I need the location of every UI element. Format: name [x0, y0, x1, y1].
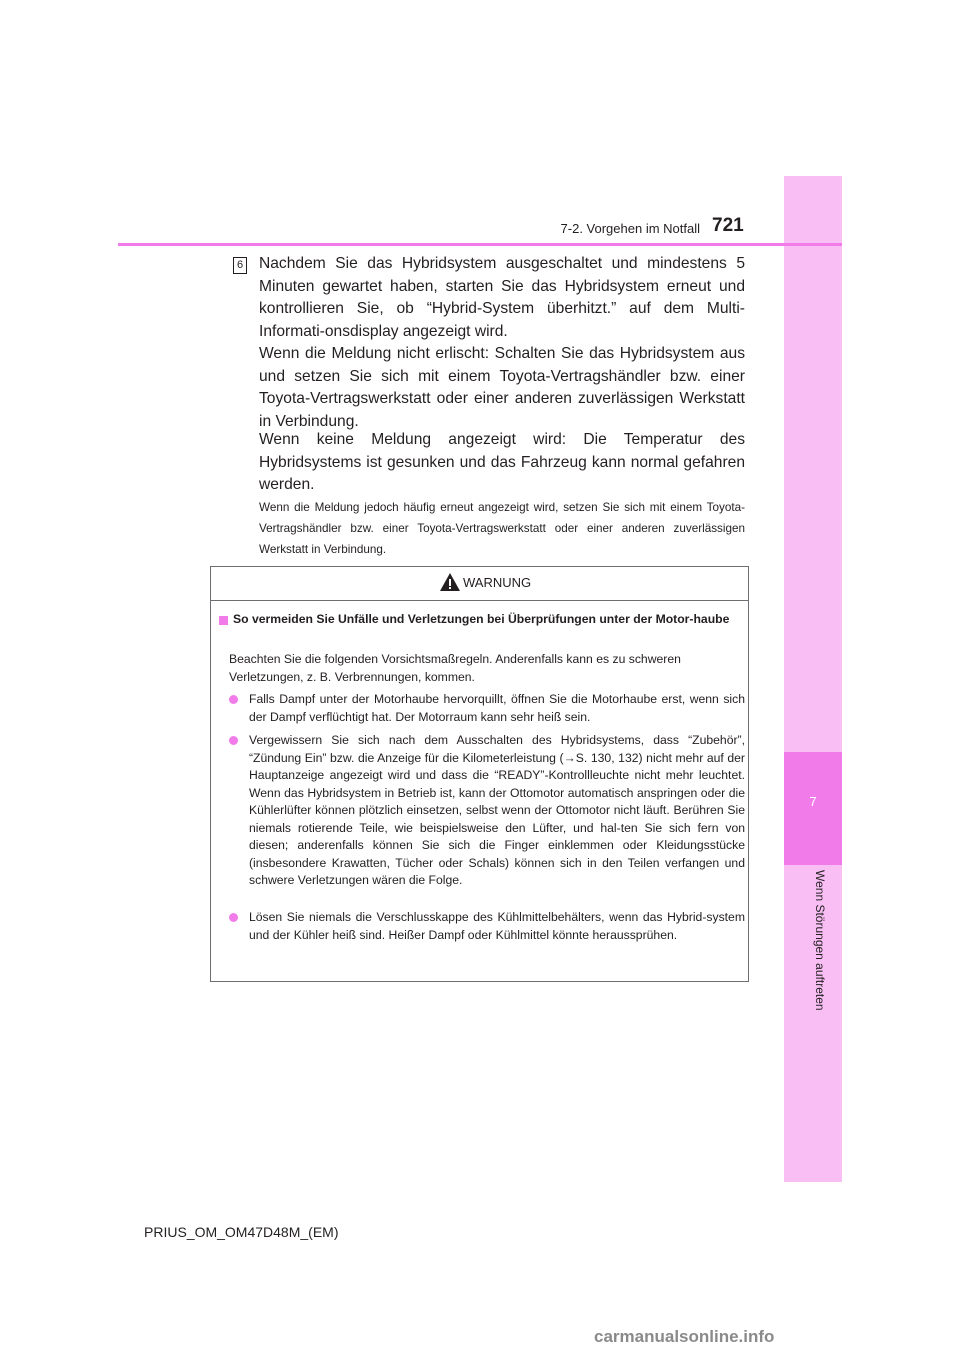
- warning-header: [211, 567, 748, 601]
- header-rule: [118, 243, 842, 246]
- chapter-title: Wenn Störungen auftreten: [813, 870, 827, 1011]
- warning-bullet-item: Lösen Sie niemals die Verschlusskappe des Kühlmittelbehälters, wenn das Hybrid-system und der Kühler heiß sind. Heißer Dampf oder Kühlmittel könnte heraussprühen.: [229, 909, 745, 965]
- warning-title: WARNUNG: [463, 575, 532, 590]
- warning-bullet-item: Vergewissern Sie sich nach dem Ausschalten des Hybridsystems, dass “Zubehör”, “Zündung Ein” bzw. die Anzeige für die Kilometerleistung (→S. 130, 132) nicht mehr auf der Hauptanzeige angezeigt wird und dass die “READY”-Kontrollleuchte nicht mehr leuchtet. Wenn das Hybridsystem in Betrieb ist, kann der Ottomotor automatisch anspringen oder die Kühlerlüfter können plötzlich einsetzen, selbst wenn der Ottomotor nicht läuft. Berühren Sie niemals rotierende Teile, wie beispielsweise den Lüfter, und hal-ten Sie sich fern von diesen; anderenfalls können Sie sich die Finger einklemmen oder Kleidungsstücke (insbesondere Krawatten, Tücher oder Schals) können sich in den Teilen verfangen und schwere Verletzungen wären die Folge.: [229, 732, 745, 910]
- chapter-side-tab: [784, 176, 842, 1182]
- step-note: Wenn die Meldung jedoch häufig erneut angezeigt wird, setzen Sie sich mit einem Toyota-Vertragshändler bzw. einer Toyota-Vertragswerkstatt oder einer anderen zuverlässigen Werkstatt in Verbindung.: [259, 501, 745, 556]
- chapter-number: 7: [809, 794, 817, 809]
- round-bullet-icon: [229, 913, 238, 922]
- round-bullet-icon: [229, 736, 238, 745]
- warning-intro: Beachten Sie die folgenden Vorsichtsmaßregeln. Anderenfalls kann es zu schweren Verletzungen, z. B. Verbrennungen, kommen.: [229, 652, 681, 684]
- step-paragraph-2: Wenn die Meldung nicht erlischt: Schalten Sie das Hybridsystem aus und setzen Sie sich mit einem Toyota-Vertragshändler bzw. einer Toyota-Vertragswerkstatt oder einer anderen zuverlässigen Werkstatt in Verbindung.: [259, 345, 745, 430]
- step-paragraph-3: Wenn keine Meldung angezeigt wird: Die Temperatur des Hybridsystems ist gesunken und das Fahrzeug kann normal gefahren werden.: [259, 431, 745, 493]
- warning-box: [210, 566, 749, 982]
- step-paragraph-1: Nachdem Sie das Hybridsystem ausgeschaltet und mindestens 5 Minuten gewartet haben, starten Sie das Hybridsystem erneut und kontrollieren Sie, ob “Hybrid-System überhitzt.” auf dem Multi-Informati-onsdisplay angezeigt wird.: [259, 255, 745, 340]
- page-number: 721: [712, 215, 744, 236]
- warning-bullet-item: Falls Dampf unter der Motorhaube hervorquillt, öffnen Sie die Motorhaube erst, wenn sich der Dampf verflüchtigt hat. Der Motorraum kann sehr heiß sein.: [229, 691, 745, 731]
- warning-triangle-icon: [439, 572, 461, 592]
- round-bullet-icon: [229, 695, 238, 704]
- step-number-badge: 6: [233, 257, 247, 274]
- square-bullet-icon: [219, 616, 228, 625]
- warning-heading: So vermeiden Sie Unfälle und Verletzungen bei Überprüfungen unter der Motor-haube: [233, 612, 730, 626]
- section-title: 7-2. Vorgehen im Notfall: [560, 221, 700, 236]
- document-id: PRIUS_OM_OM47D48M_(EM): [144, 1224, 339, 1240]
- watermark: carmanualsonline.info: [594, 1327, 775, 1346]
